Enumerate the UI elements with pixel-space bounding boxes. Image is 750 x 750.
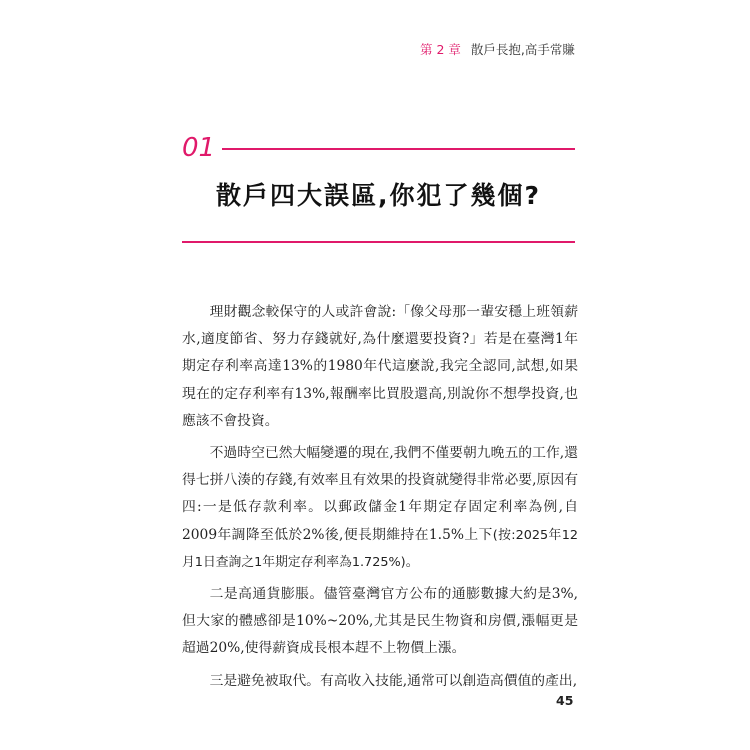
page-number: 45 — [556, 693, 574, 708]
running-head — [420, 40, 600, 58]
section-number: 01 — [182, 133, 216, 163]
paragraph-4: 三是避免被取代。有高收入技能,通常可以創造高價值的產出, — [209, 672, 578, 689]
paragraph-2-end: 。 — [405, 553, 420, 570]
editor-note: (按:2025年12月1日查詢之1年期定存利率為1.725%) — [182, 527, 579, 570]
section-title: 散戶四大誤區,你犯了幾個? — [215, 181, 541, 210]
chapter-title: 散戶長抱,高手常賺 — [470, 42, 575, 57]
bottom-divider — [182, 241, 575, 243]
paragraph-3: 二是高通貨膨脹。儘管臺灣官方公布的通膨數據大約是3%,但大家的體感卻是10%~20%,尤其是民生物資和房價,漲幅更是超過20%,使得薪資成長根本趕不上物價上漲。 — [182, 586, 578, 657]
top-divider — [222, 148, 575, 150]
chapter-label: 第 2 章 — [420, 42, 461, 57]
paragraph-2-main: 不過時空已然大幅變遷的現在,我們不僅要朝九晚五的工作,還得七拼八湊的存錢,有效率且有效果的投資就變得非常必要,原因有四:一是低存款利率。以郵政儲金1年期定存固定利率為例,自2009年調降至低於2%後,便長期維持在1.5%上下 — [182, 445, 578, 543]
paragraph-2 — [182, 440, 578, 576]
paragraph-1: 理財觀念較保守的人或許會說:「像父母那一輩安穩上班領薪水,適度節省、努力存錢就好,為什麼還要投資?」若是在臺灣1年期定存利率高達13%的1980年代這麼說,我完全認同,試想,如果現在的定存利率有13%,報酬率比買股還高,別說你不想學投資,也應該不會投資。 — [182, 304, 578, 429]
body-text — [182, 299, 578, 700]
